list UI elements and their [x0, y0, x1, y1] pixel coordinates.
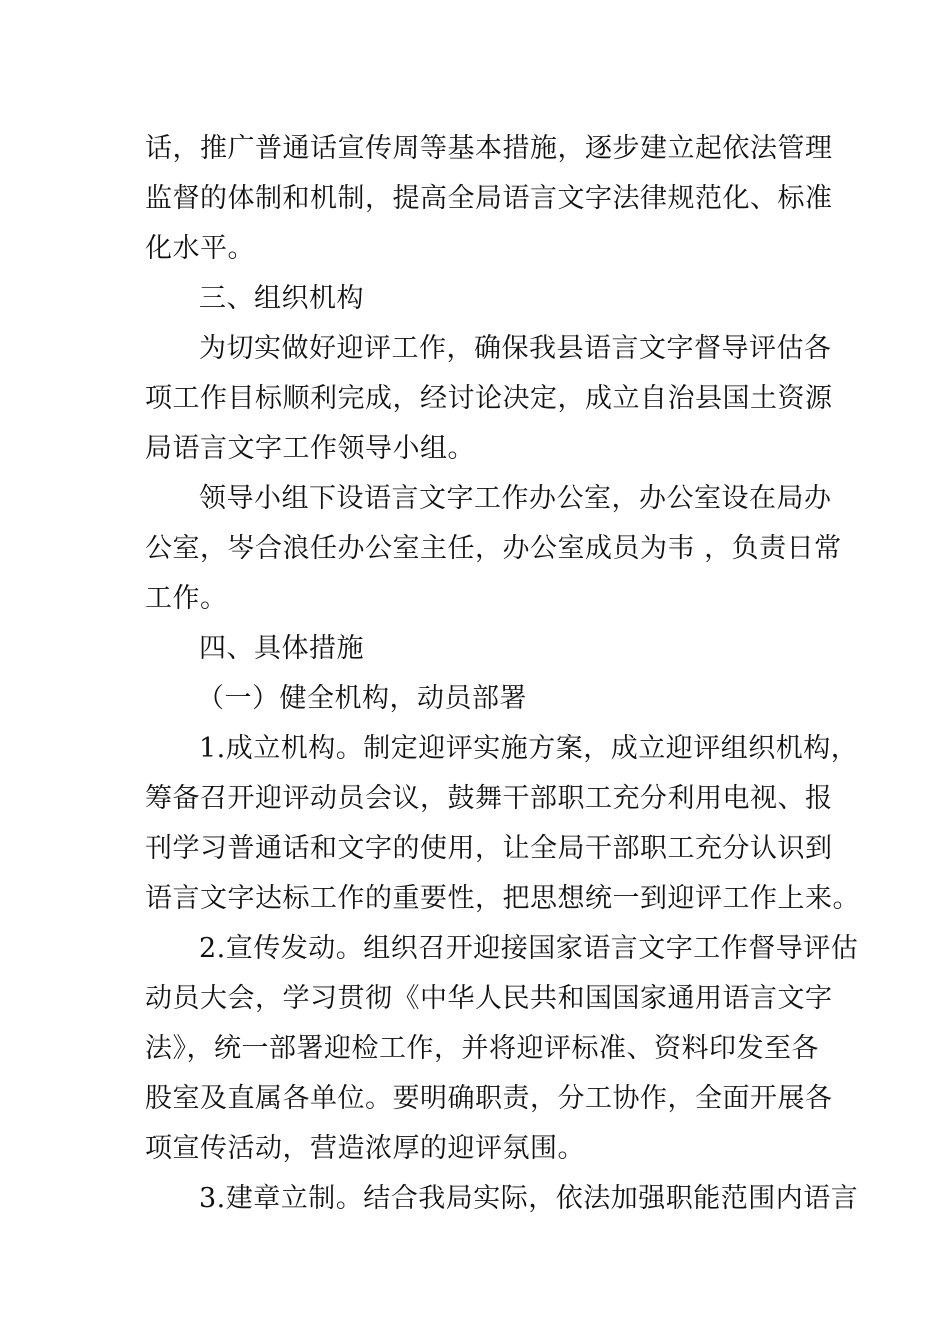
body-line: 领导小组下设语言文字工作办公室，办公室设在局办 — [199, 483, 832, 514]
body-line: 语言文字达标工作的重要性，把思想统一到迎评工作上来。 — [145, 883, 860, 914]
body-line: 2.宣传发动。组织召开迎接国家语言文字工作督导评估 — [199, 933, 859, 964]
section-heading-measures: 四、具体措施 — [199, 633, 364, 664]
body-line: 项工作目标顺利完成，经讨论决定，成立自治县国土资源 — [145, 383, 833, 414]
body-line: 1.成立机构。制定迎评实施方案，成立迎评组织机构， — [199, 733, 859, 764]
body-line: 工作。 — [145, 583, 228, 614]
body-line: 筹备召开迎评动员会议，鼓舞干部职工充分利用电视、报 — [145, 783, 833, 814]
subsection-heading: （一）健全机构，动员部署 — [197, 683, 527, 714]
body-line: 项宣传活动，营造浓厚的迎评氛围。 — [145, 1133, 585, 1164]
body-line: 股室及直属各单位。要明确职责，分工协作，全面开展各 — [145, 1083, 833, 1114]
body-line: 化水平。 — [145, 233, 255, 264]
body-line: 动员大会，学习贯彻《中华人民共和国国家通用语言文字 — [145, 983, 833, 1014]
body-line: 刊学习普通话和文字的使用，让全局干部职工充分认识到 — [145, 833, 833, 864]
body-line: 法》，统一部署迎检工作，并将迎评标准、资料印发至各 — [145, 1033, 819, 1064]
body-line: 为切实做好迎评工作，确保我县语言文字督导评估各 — [199, 333, 832, 364]
body-line: 话，推广普通话宣传周等基本措施，逐步建立起依法管理 — [145, 133, 833, 164]
section-heading-organization: 三、组织机构 — [199, 283, 364, 314]
body-line: 局语言文字工作领导小组。 — [145, 433, 475, 464]
document-body — [145, 124, 860, 1224]
body-line: 3.建章立制。结合我局实际，依法加强职能范围内语言 — [199, 1183, 859, 1214]
body-line: 监督的体制和机制，提高全局语言文字法律规范化、标准 — [145, 183, 833, 214]
body-line: 公室，岑合浪任办公室主任，办公室成员为韦 ，负责日常 — [145, 533, 842, 564]
